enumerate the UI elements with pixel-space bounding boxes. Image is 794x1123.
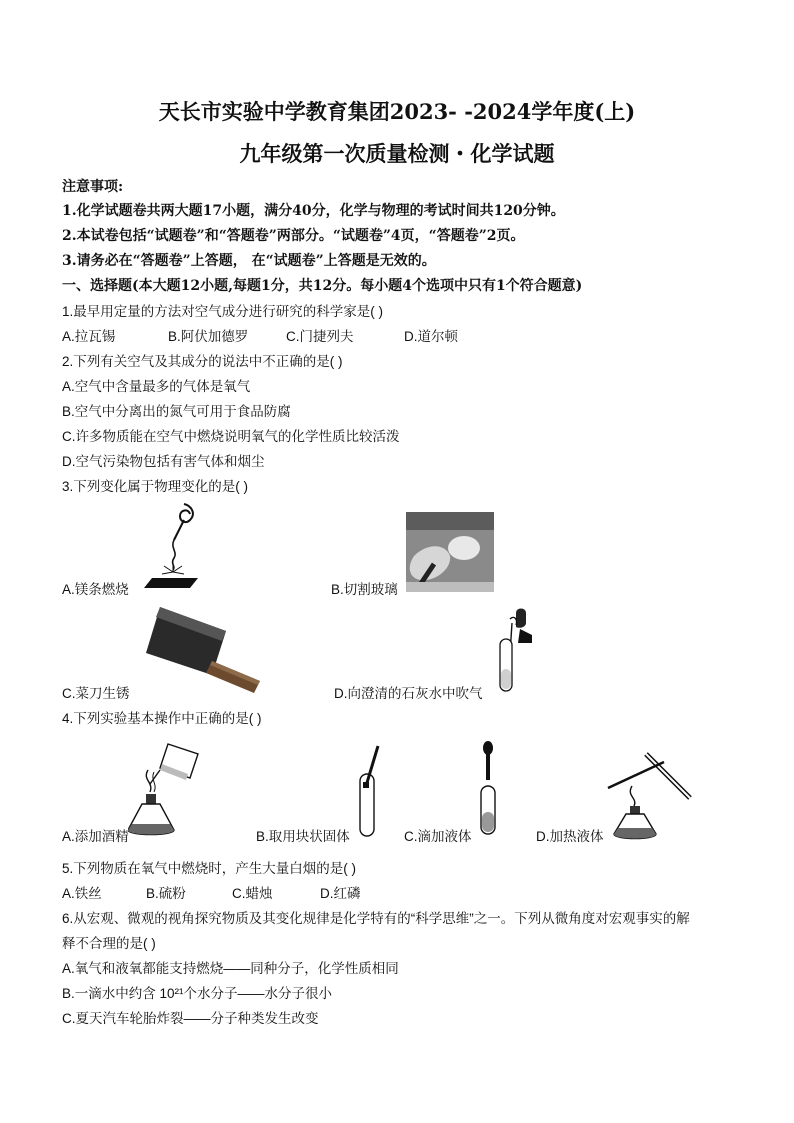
question-1-option-c: C.门捷列夫	[286, 329, 354, 344]
question-5-stem: 5.下列物质在氧气中燃烧时，产生大量白烟的是( )	[62, 861, 357, 876]
notice-heading: 注意事项:	[62, 179, 124, 195]
heating-liquid-figure	[606, 748, 694, 840]
question-6-stem-line1: 6.从宏观、微观的视角探究物质及其变化规律是化学特有的“科学思维”之一。下列从微角度对宏观事实的解	[62, 911, 690, 926]
question-3-option-a: A.镁条燃烧	[62, 582, 129, 597]
question-3-option-d: D.向澄清的石灰水中吹气	[334, 686, 483, 701]
notice-item-1: 1.化学试题卷共两大题17小题，满分40分，化学与物理的考试时间共120分钟。	[62, 203, 565, 219]
exam-title: 天长市实验中学教育集团2023- -2024学年度(上)	[158, 99, 636, 124]
question-2-option-b: B.空气中分离出的氮气可用于食品防腐	[62, 404, 291, 419]
question-6-option-b: B.一滴水中约含 10²¹个水分子——水分子很小	[62, 986, 333, 1001]
question-2-option-a: A.空气中含量最多的气体是氧气	[62, 379, 251, 394]
question-3-stem: 3.下列变化属于物理变化的是( )	[62, 479, 249, 494]
kitchen-knife-figure	[142, 605, 264, 695]
question-1-option-d: D.道尔顿	[404, 329, 458, 344]
question-1-option-a: A.拉瓦锡	[62, 329, 116, 344]
question-6-option-c: C.夏天汽车轮胎炸裂——分子种类发生改变	[62, 1011, 319, 1026]
question-4-option-a: A.添加酒精	[62, 829, 129, 844]
glass-cutting-figure	[406, 512, 494, 592]
question-2-stem: 2.下列有关空气及其成分的说法中不正确的是( )	[62, 354, 343, 369]
question-2-option-d: D.空气污染物包括有害气体和烟尘	[62, 454, 265, 469]
solid-into-tube-figure	[352, 744, 386, 840]
question-6-stem-line2: 释不合理的是( )	[62, 936, 156, 951]
notice-item-3: 3.请务必在“答题卷”上答题， 在“试题卷”上答题是无效的。	[62, 253, 436, 269]
question-1-option-b: B.阿伏加德罗	[168, 329, 249, 344]
question-2-option-c: C.许多物质能在空气中燃烧说明氧气的化学性质比较活泼	[62, 429, 400, 444]
section-heading: 一、选择题(本大题12小题,每题1分，共12分。每小题4个选项中只有1个符合题意)	[62, 278, 583, 294]
question-5-option-a: A.铁丝	[62, 886, 102, 901]
notice-item-2: 2.本试卷包括“试题卷”和“答题卷”两部分。“试题卷”4页，“答题卷”2页。	[62, 228, 525, 244]
question-6-option-a: A.氧气和液氧都能支持燃烧——同种分子，化学性质相同	[62, 961, 399, 976]
question-4-stem: 4.下列实验基本操作中正确的是( )	[62, 711, 262, 726]
question-4-option-d: D.加热液体	[536, 829, 604, 844]
blowing-into-limewater-figure	[492, 605, 534, 697]
question-5-option-b: B.硫粉	[146, 886, 186, 901]
question-1-stem: 1.最早用定量的方法对空气成分进行研究的科学家是( )	[62, 304, 384, 319]
question-3-option-c: C.菜刀生锈	[62, 686, 130, 701]
adding-alcohol-figure	[128, 740, 212, 840]
question-4-option-b: B.取用块状固体	[256, 829, 350, 844]
dropping-liquid-figure	[474, 740, 502, 840]
magnesium-burning-figure	[140, 500, 210, 592]
question-3-option-b: B.切割玻璃	[331, 582, 398, 597]
exam-subtitle: 九年级第一次质量检测・化学试题	[239, 141, 555, 166]
question-5-option-c: C.蜡烛	[232, 886, 273, 901]
question-4-option-c: C.滴加液体	[404, 829, 472, 844]
question-5-option-d: D.红磷	[320, 886, 361, 901]
